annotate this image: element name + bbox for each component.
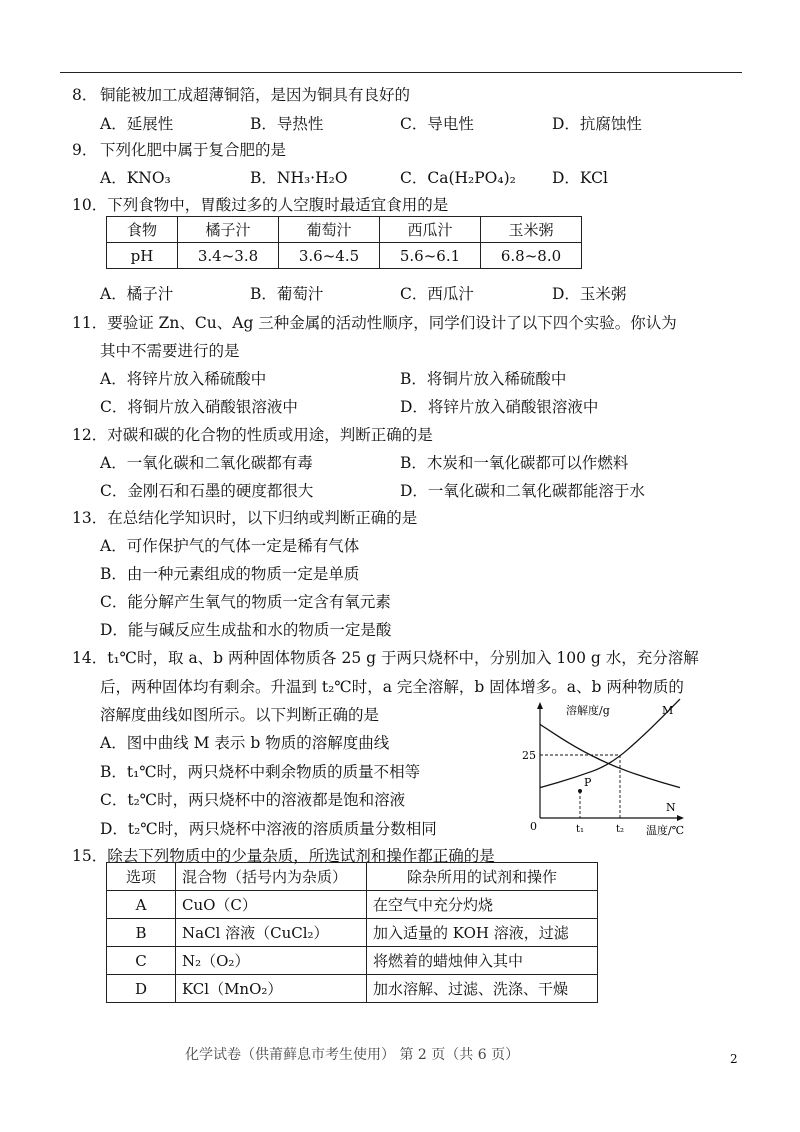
q12-stem: 12．对碳和碳的化合物的性质或用途，判断正确的是 [72,426,433,444]
table-cell: 葡萄汁 [279,217,380,243]
table-cell: 食物 [107,217,178,243]
q8-option-a[interactable]: A．延展性 [100,115,174,133]
q12-option-a[interactable]: A．一氧化碳和二氧化碳都有毒 [100,454,313,472]
q13-option-d[interactable]: D．能与碱反应生成盐和水的物质一定是酸 [100,621,392,639]
q10-ph-table [106,216,582,269]
curve-label-m: M [662,704,674,717]
table-cell: A [107,891,176,919]
y-tick-25: 25 [522,749,536,762]
q14-stem-cont-1: 后，两种固体均有剩余。升温到 t₂℃时，a 完全溶解，b 固体增多。a、b 两种物质的 [100,678,684,696]
top-rule [60,72,742,73]
table-cell: CuO（C） [176,891,367,919]
q10-option-d[interactable]: D．玉米粥 [552,285,627,303]
q11-option-a[interactable]: A．将锌片放入稀硫酸中 [100,370,267,388]
q10-option-b[interactable]: B．葡萄汁 [250,285,324,303]
q14-option-c[interactable]: C．t₂℃时，两只烧杯中的溶液都是饱和溶液 [100,791,406,809]
q9-stem: 9． 下列化肥中属于复合肥的是 [72,141,287,159]
q13-option-b[interactable]: B．由一种元素组成的物质一定是单质 [100,565,360,583]
q15-stem: 15．除去下列物质中的少量杂质，所选试剂和操作都正确的是 [72,847,495,865]
q9-option-d[interactable]: D．KCl [552,169,608,187]
intersection-point [578,789,582,793]
table-row [107,919,598,947]
q14-option-a[interactable]: A．图中曲线 M 表示 b 物质的溶解度曲线 [100,734,390,752]
q9-option-c[interactable]: C．Ca(H₂PO₄)₂ [400,169,516,187]
curve-label-n: N [666,801,676,814]
table-cell: 加水溶解、过滤、洗涤、干燥 [367,975,598,1003]
q11-option-d[interactable]: D．将锌片放入硝酸银溶液中 [400,398,599,416]
table-header-cell: 除杂所用的试剂和操作 [367,863,598,891]
table-cell: 加入适量的 KOH 溶液，过滤 [367,919,598,947]
y-axis-arrow [537,702,543,709]
q12-option-b[interactable]: B．木炭和一氧化碳都可以作燃料 [400,454,629,472]
x-axis-label: 温度/℃ [646,824,685,837]
y-axis-label: 溶解度/g [566,704,610,717]
table-header-cell: 选项 [107,863,176,891]
page-footer: 化学试卷（供莆藓息市考生使用） 第 2 页（共 6 页） [185,1047,520,1063]
q14-option-b[interactable]: B．t₁℃时，两只烧杯中剩余物质的质量不相等 [100,763,421,781]
q13-option-c[interactable]: C．能分解产生氧气的物质一定含有氧元素 [100,593,391,611]
q11-option-c[interactable]: C．将铜片放入硝酸银溶液中 [100,398,298,416]
curve-n [540,724,680,787]
table-cell: 6.8~8.0 [481,243,582,269]
curve-m [540,699,680,788]
point-label-p: P [584,776,592,789]
table-row [107,947,598,975]
q14-stem: 14．t₁℃时，取 a、b 两种固体物质各 25 g 于两只烧杯中，分别加入 100 g 水，充分溶解 [72,649,699,667]
table-row [107,891,598,919]
table-header-cell: 混合物（括号内为杂质） [176,863,367,891]
q9-option-a[interactable]: A．KNO₃ [100,169,171,187]
table-cell: 5.6~6.1 [380,243,481,269]
q15-table [106,862,598,1003]
x-tick-t1: t₁ [576,824,585,835]
table-cell: 将燃着的蜡烛伸入其中 [367,947,598,975]
page-number: 2 [730,1052,738,1066]
table-row [107,975,598,1003]
table-cell: KCl（MnO₂） [176,975,367,1003]
q10-option-c[interactable]: C．西瓜汁 [400,285,474,303]
table-cell: 3.6~4.5 [279,243,380,269]
q8-option-d[interactable]: D．抗腐蚀性 [552,115,642,133]
q10-option-a[interactable]: A．橘子汁 [100,285,174,303]
q13-option-a[interactable]: A．可作保护气的气体一定是稀有气体 [100,537,360,555]
table-cell: B [107,919,176,947]
table-cell: N₂（O₂） [176,947,367,975]
q11-stem: 11．要验证 Zn、Cu、Ag 三种金属的活动性顺序，同学们设计了以下四个实验。你认为 [72,314,677,332]
q8-option-b[interactable]: B．导热性 [250,115,324,133]
q14-stem-cont-2: 溶解度曲线如图所示。以下判断正确的是 [100,706,380,724]
x-axis-arrow [677,815,684,821]
table-cell: NaCl 溶液（CuCl₂） [176,919,367,947]
table-cell: pH [107,243,178,269]
table-cell: 3.4~3.8 [178,243,279,269]
table-cell: 在空气中充分灼烧 [367,891,598,919]
solubility-chart [520,700,700,840]
x-tick-t2: t₂ [616,824,625,835]
table-cell: 玉米粥 [481,217,582,243]
q13-stem: 13．在总结化学知识时，以下归纳或判断正确的是 [72,509,418,527]
q11-option-b[interactable]: B．将铜片放入稀硫酸中 [400,370,567,388]
table-cell: 西瓜汁 [380,217,481,243]
q11-stem-cont: 其中不需要进行的是 [100,342,240,360]
q14-option-d[interactable]: D．t₂℃时，两只烧杯中溶液的溶质质量分数相同 [100,820,437,838]
table-cell: C [107,947,176,975]
q8-option-c[interactable]: C．导电性 [400,115,474,133]
table-cell: D [107,975,176,1003]
table-cell: 橘子汁 [178,217,279,243]
q12-option-c[interactable]: C．金刚石和石墨的硬度都很大 [100,482,314,500]
q10-stem: 10．下列食物中，胃酸过多的人空腹时最适宜食用的是 [72,196,449,214]
origin-label: 0 [530,820,537,833]
q12-option-d[interactable]: D．一氧化碳和二氧化碳都能溶于水 [400,482,645,500]
q8-stem: 8． 铜能被加工成超薄铜箔，是因为铜具有良好的 [72,86,411,104]
q9-option-b[interactable]: B．NH₃·H₂O [250,169,348,187]
